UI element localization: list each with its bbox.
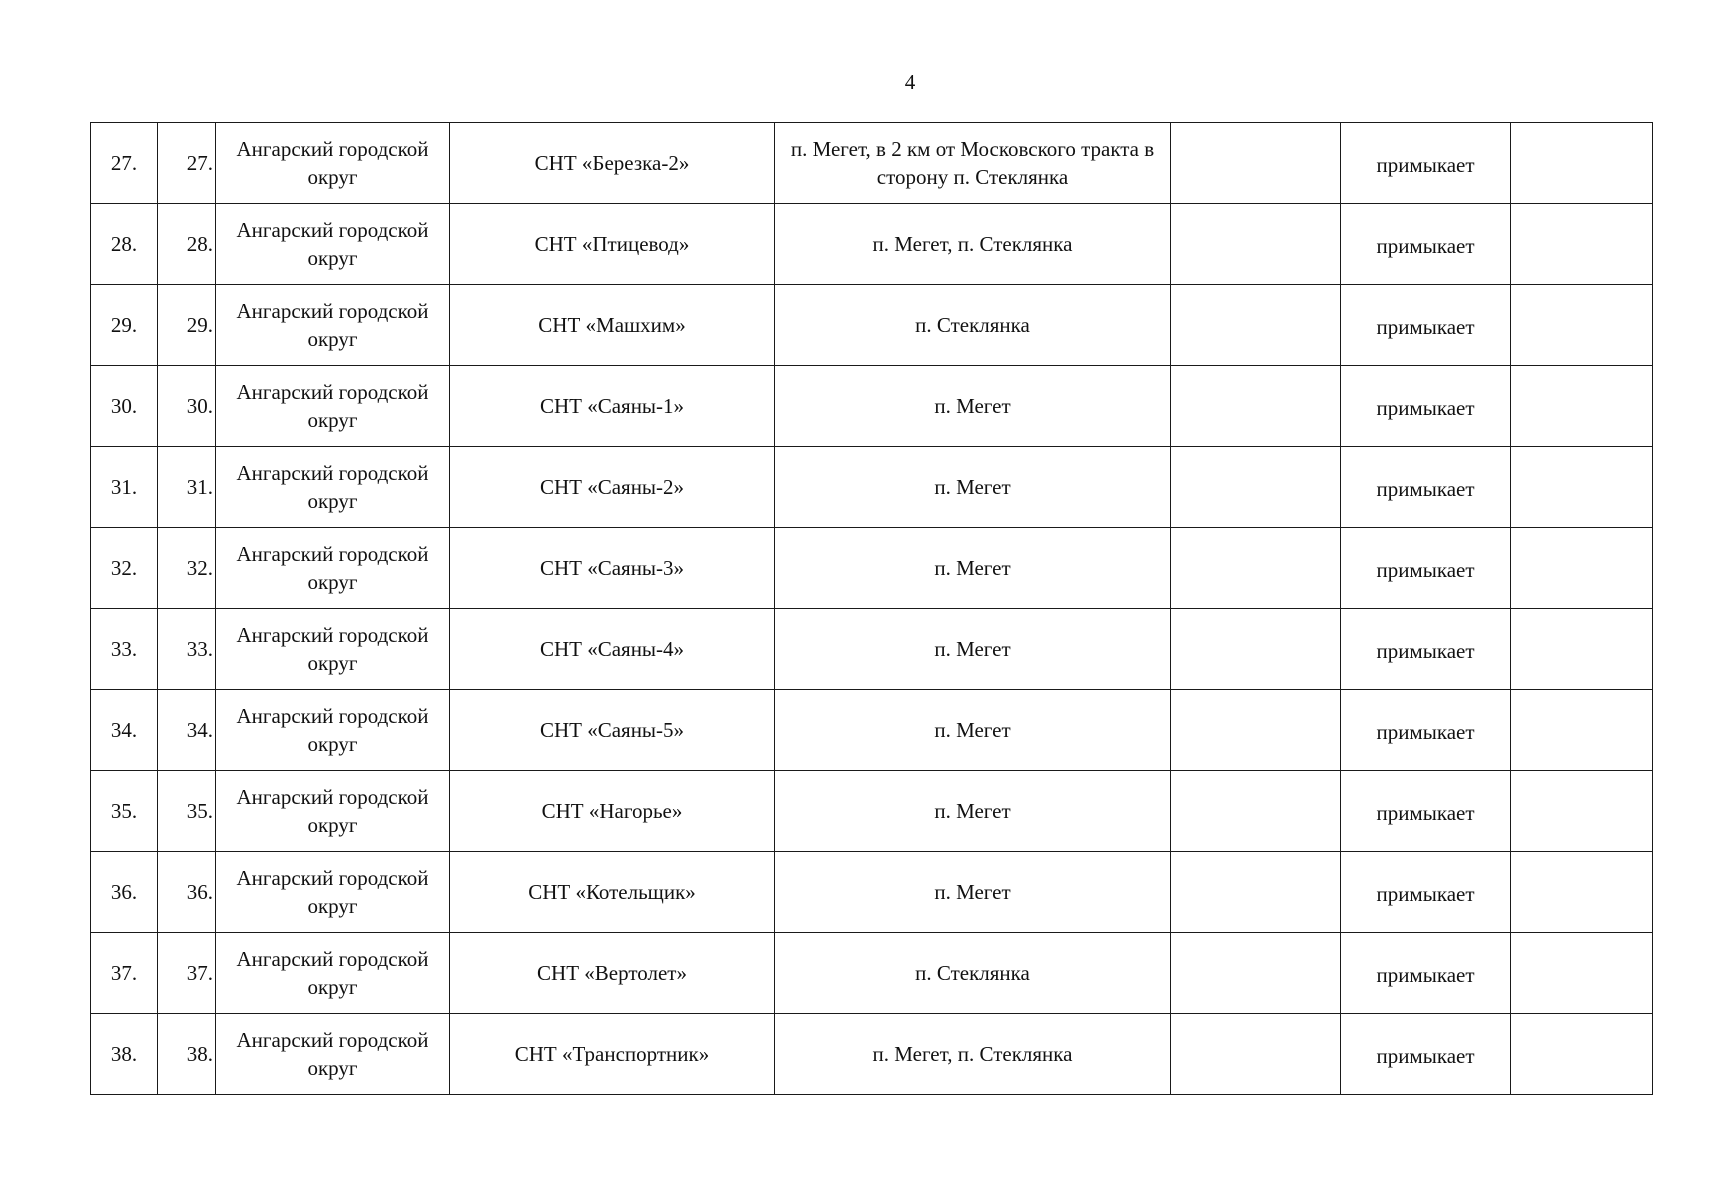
organization-name-cell: СНТ «Березка-2» — [450, 123, 775, 204]
district-cell: Ангарский городской округ — [216, 204, 450, 285]
page-number: 4 — [904, 70, 916, 94]
location-cell: п. Мегет — [775, 852, 1171, 933]
registry-table — [90, 122, 1653, 1095]
row-sequence-cell: 38. — [158, 1014, 216, 1095]
location-cell: п. Мегет — [775, 528, 1171, 609]
row-number-cell: 36. — [91, 852, 158, 933]
organization-name-cell: СНТ «Нагорье» — [450, 771, 775, 852]
district-cell: Ангарский городской округ — [216, 366, 450, 447]
empty-cell — [1171, 204, 1341, 285]
status-cell: примыкает — [1341, 447, 1511, 528]
row-number-cell: 27. — [91, 123, 158, 204]
row-number-cell: 29. — [91, 285, 158, 366]
status-cell: примыкает — [1341, 204, 1511, 285]
row-sequence-cell: 29. — [158, 285, 216, 366]
row-sequence-cell: 33. — [158, 609, 216, 690]
row-sequence-cell: 37. — [158, 933, 216, 1014]
district-cell: Ангарский городской округ — [216, 123, 450, 204]
row-number-cell: 28. — [91, 204, 158, 285]
empty-cell — [1171, 447, 1341, 528]
row-number-cell: 30. — [91, 366, 158, 447]
note-cell — [1511, 771, 1653, 852]
status-cell: примыкает — [1341, 1014, 1511, 1095]
status-cell: примыкает — [1341, 771, 1511, 852]
status-cell: примыкает — [1341, 366, 1511, 447]
district-cell: Ангарский городской округ — [216, 690, 450, 771]
note-cell — [1511, 933, 1653, 1014]
note-cell — [1511, 204, 1653, 285]
row-sequence-cell: 32. — [158, 528, 216, 609]
note-cell — [1511, 852, 1653, 933]
row-sequence-cell: 30. — [158, 366, 216, 447]
district-cell: Ангарский городской округ — [216, 528, 450, 609]
table-row — [91, 366, 1653, 447]
empty-cell — [1171, 852, 1341, 933]
row-number-cell: 37. — [91, 933, 158, 1014]
district-cell: Ангарский городской округ — [216, 852, 450, 933]
status-cell: примыкает — [1341, 123, 1511, 204]
table-row — [91, 933, 1653, 1014]
location-cell: п. Мегет, в 2 км от Московского тракта в сторону п. Стеклянка — [775, 123, 1171, 204]
note-cell — [1511, 528, 1653, 609]
location-cell: п. Мегет — [775, 447, 1171, 528]
district-cell: Ангарский городской округ — [216, 771, 450, 852]
empty-cell — [1171, 771, 1341, 852]
location-cell: п. Мегет — [775, 609, 1171, 690]
district-cell: Ангарский городской округ — [216, 933, 450, 1014]
empty-cell — [1171, 366, 1341, 447]
row-sequence-cell: 36. — [158, 852, 216, 933]
district-cell: Ангарский городской округ — [216, 285, 450, 366]
empty-cell — [1171, 1014, 1341, 1095]
table-row — [91, 1014, 1653, 1095]
row-sequence-cell: 35. — [158, 771, 216, 852]
row-number-cell: 35. — [91, 771, 158, 852]
status-cell: примыкает — [1341, 609, 1511, 690]
status-cell: примыкает — [1341, 528, 1511, 609]
status-cell: примыкает — [1341, 852, 1511, 933]
note-cell — [1511, 1014, 1653, 1095]
organization-name-cell: СНТ «Котельщик» — [450, 852, 775, 933]
row-number-cell: 38. — [91, 1014, 158, 1095]
table-row — [91, 123, 1653, 204]
note-cell — [1511, 123, 1653, 204]
status-cell: примыкает — [1341, 933, 1511, 1014]
district-cell: Ангарский городской округ — [216, 609, 450, 690]
row-sequence-cell: 34. — [158, 690, 216, 771]
organization-name-cell: СНТ «Птицевод» — [450, 204, 775, 285]
table-row — [91, 852, 1653, 933]
location-cell: п. Мегет, п. Стеклянка — [775, 1014, 1171, 1095]
status-cell: примыкает — [1341, 690, 1511, 771]
empty-cell — [1171, 690, 1341, 771]
row-sequence-cell: 31. — [158, 447, 216, 528]
organization-name-cell: СНТ «Саяны-1» — [450, 366, 775, 447]
empty-cell — [1171, 123, 1341, 204]
empty-cell — [1171, 933, 1341, 1014]
table-row — [91, 447, 1653, 528]
organization-name-cell: СНТ «Машхим» — [450, 285, 775, 366]
table-row — [91, 771, 1653, 852]
location-cell: п. Мегет — [775, 771, 1171, 852]
organization-name-cell: СНТ «Транспортник» — [450, 1014, 775, 1095]
note-cell — [1511, 366, 1653, 447]
organization-name-cell: СНТ «Саяны-4» — [450, 609, 775, 690]
row-number-cell: 33. — [91, 609, 158, 690]
row-number-cell: 31. — [91, 447, 158, 528]
empty-cell — [1171, 609, 1341, 690]
row-sequence-cell: 28. — [158, 204, 216, 285]
table-row — [91, 285, 1653, 366]
row-sequence-cell: 27. — [158, 123, 216, 204]
note-cell — [1511, 690, 1653, 771]
organization-name-cell: СНТ «Саяны-5» — [450, 690, 775, 771]
table-row — [91, 528, 1653, 609]
note-cell — [1511, 285, 1653, 366]
district-cell: Ангарский городской округ — [216, 447, 450, 528]
organization-name-cell: СНТ «Саяны-3» — [450, 528, 775, 609]
empty-cell — [1171, 285, 1341, 366]
table-row — [91, 690, 1653, 771]
note-cell — [1511, 609, 1653, 690]
row-number-cell: 34. — [91, 690, 158, 771]
organization-name-cell: СНТ «Вертолет» — [450, 933, 775, 1014]
table-row — [91, 204, 1653, 285]
status-cell: примыкает — [1341, 285, 1511, 366]
table-row — [91, 609, 1653, 690]
organization-name-cell: СНТ «Саяны-2» — [450, 447, 775, 528]
district-cell: Ангарский городской округ — [216, 1014, 450, 1095]
location-cell: п. Стеклянка — [775, 285, 1171, 366]
location-cell: п. Стеклянка — [775, 933, 1171, 1014]
location-cell: п. Мегет — [775, 690, 1171, 771]
registry-table-body — [91, 123, 1653, 1095]
row-number-cell: 32. — [91, 528, 158, 609]
location-cell: п. Мегет, п. Стеклянка — [775, 204, 1171, 285]
location-cell: п. Мегет — [775, 366, 1171, 447]
empty-cell — [1171, 528, 1341, 609]
note-cell — [1511, 447, 1653, 528]
